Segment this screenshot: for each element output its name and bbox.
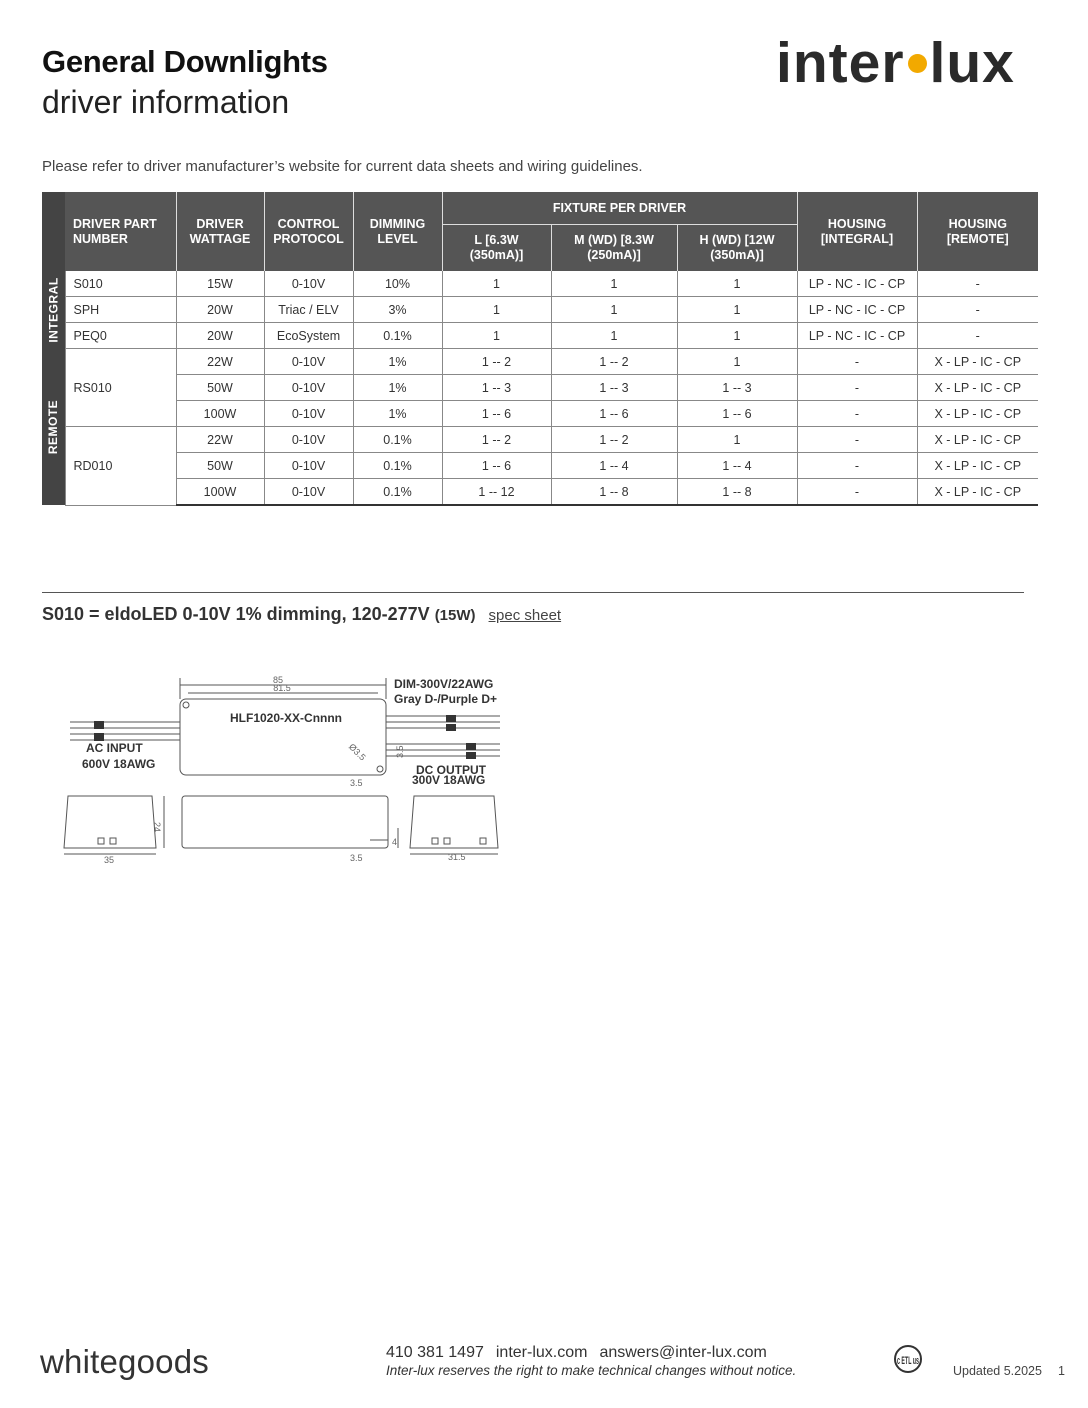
cell-l: 1 -- 12	[442, 479, 551, 506]
cell-dimming: 0.1%	[353, 453, 442, 479]
datasheet-note: Please refer to driver manufacturer’s website for current data sheets and wiring guidelines.	[42, 158, 643, 175]
section-divider	[42, 592, 1024, 593]
cell-h: 1	[677, 427, 797, 453]
dim-wire-colors: Gray D-/Purple D+	[394, 692, 498, 706]
col-header-fixture-group: FIXTURE PER DRIVER	[442, 192, 797, 225]
cell-housing-integral: -	[797, 453, 917, 479]
dc-wire-marker	[466, 743, 476, 750]
etl-listed-icon	[890, 1344, 930, 1374]
cell-m: 1 -- 6	[551, 401, 677, 427]
dim-bottom-mid: 3.5	[350, 853, 363, 863]
dim-text-85: 85	[272, 675, 284, 685]
cell-dimming: 10%	[353, 271, 442, 297]
spec-sheet-link[interactable]: spec sheet	[488, 607, 562, 624]
table-row	[42, 375, 1038, 401]
cell-housing-remote: -	[917, 323, 1038, 349]
table-row	[42, 349, 1038, 375]
logo-dot-icon	[908, 54, 927, 73]
cell-h: 1 -- 3	[677, 375, 797, 401]
driver-heading	[42, 604, 561, 625]
col-header-h: H (WD) [12W (350mA)]	[677, 225, 797, 272]
cell-h: 1	[677, 349, 797, 375]
cell-h: 1 -- 8	[677, 479, 797, 506]
table-row	[42, 401, 1038, 427]
cell-protocol: EcoSystem	[264, 323, 353, 349]
cell-l: 1 -- 6	[442, 453, 551, 479]
ac-wire-marker	[94, 721, 104, 729]
dim-bottom-right: 31.5	[448, 852, 466, 862]
dim-small-2: 3.5	[350, 778, 363, 788]
cell-m: 1 -- 2	[551, 427, 677, 453]
cell-l: 1 -- 3	[442, 375, 551, 401]
cell-h: 1	[677, 271, 797, 297]
ac-input-label: AC INPUT	[86, 741, 143, 755]
cell-housing-remote: X - LP - IC - CP	[917, 427, 1038, 453]
contact-info	[386, 1344, 767, 1362]
cell-wattage: 22W	[176, 427, 264, 453]
dc-output-rating: 300V 18AWG	[412, 773, 486, 787]
section-label-remote: REMOTE	[42, 349, 65, 506]
dim-width-left: 35	[104, 855, 115, 865]
driver-dimension-drawing	[60, 668, 530, 868]
cell-l: 1 -- 6	[442, 401, 551, 427]
dim-wire-marker	[446, 715, 456, 722]
cell-m: 1 -- 4	[551, 453, 677, 479]
cell-m: 1	[551, 323, 677, 349]
page-title: General Downlights	[42, 44, 328, 79]
dc-output-label: DC OUTPUT	[416, 763, 486, 777]
table-row	[42, 427, 1038, 453]
cell-housing-remote: X - LP - IC - CP	[917, 479, 1038, 506]
page-subtitle: driver information	[42, 84, 290, 120]
cell-housing-integral: -	[797, 479, 917, 506]
col-header-wattage: DRIVER WATTAGE	[176, 192, 264, 271]
table-row	[42, 297, 1038, 323]
cell-h: 1	[677, 297, 797, 323]
cell-protocol: 0-10V	[264, 349, 353, 375]
cell-housing-remote: -	[917, 297, 1038, 323]
page-number: 1	[1058, 1364, 1065, 1378]
cell-wattage: 22W	[176, 349, 264, 375]
driver-table	[42, 192, 1038, 506]
col-header-part-number: DRIVER PART NUMBER	[65, 192, 176, 271]
cell-l: 1 -- 2	[442, 427, 551, 453]
cell-housing-integral: LP - NC - IC - CP	[797, 297, 917, 323]
cell-housing-remote: X - LP - IC - CP	[917, 453, 1038, 479]
mount-hole-left	[183, 702, 189, 708]
cell-m: 1	[551, 297, 677, 323]
section-label-integral: INTEGRAL	[42, 271, 65, 349]
cell-part: RD010	[65, 427, 176, 506]
dim-wire-label: DIM-300V/22AWG	[394, 677, 494, 691]
cell-housing-integral: LP - NC - IC - CP	[797, 323, 917, 349]
whitegoods-logo: whitegoods	[40, 1343, 209, 1380]
cell-housing-remote: X - LP - IC - CP	[917, 401, 1038, 427]
col-header-dimming: DIMMING LEVEL	[353, 192, 442, 271]
cell-wattage: 50W	[176, 453, 264, 479]
cell-wattage: 100W	[176, 479, 264, 506]
cell-part: RS010	[65, 349, 176, 427]
cell-protocol: 0-10V	[264, 401, 353, 427]
cell-protocol: 0-10V	[264, 453, 353, 479]
cell-dimming: 3%	[353, 297, 442, 323]
mount-hole-right	[377, 766, 383, 772]
cell-protocol: 0-10V	[264, 479, 353, 506]
cell-part: PEQ0	[65, 323, 176, 349]
table-row	[42, 479, 1038, 506]
website-link[interactable]: inter-lux.com	[495, 1344, 588, 1361]
cell-wattage: 20W	[176, 323, 264, 349]
cell-housing-integral: -	[797, 375, 917, 401]
phone-number: 410 381 1497	[386, 1344, 484, 1361]
cell-housing-integral: -	[797, 427, 917, 453]
driver-side-right	[410, 796, 498, 848]
cell-housing-integral: LP - NC - IC - CP	[797, 271, 917, 297]
logo-right-text: lux	[929, 31, 1015, 95]
cell-housing-integral: -	[797, 401, 917, 427]
cell-dimming: 1%	[353, 401, 442, 427]
cell-m: 1 -- 8	[551, 479, 677, 506]
cell-protocol: 0-10V	[264, 271, 353, 297]
disclaimer: Inter-lux reserves the right to make technical changes without notice.	[386, 1363, 797, 1378]
cell-part: SPH	[65, 297, 176, 323]
col-header-l: L [6.3W (350mA)]	[442, 225, 551, 272]
dim-text-815: 81.5	[273, 683, 291, 693]
cell-m: 1 -- 3	[551, 375, 677, 401]
cell-wattage: 20W	[176, 297, 264, 323]
cell-wattage: 100W	[176, 401, 264, 427]
cell-dimming: 1%	[353, 375, 442, 401]
cell-dimming: 1%	[353, 349, 442, 375]
cell-l: 1	[442, 323, 551, 349]
cell-h: 1 -- 6	[677, 401, 797, 427]
header-corner	[42, 192, 65, 271]
cell-dimming: 0.1%	[353, 427, 442, 453]
updated-date: Updated 5.2025	[953, 1364, 1042, 1378]
dim-small-1: 3.5	[395, 745, 405, 758]
cell-housing-remote: X - LP - IC - CP	[917, 375, 1038, 401]
cell-h: 1	[677, 323, 797, 349]
model-label: HLF1020-XX-Cnnnn	[230, 711, 343, 725]
col-header-protocol: CONTROL PROTOCOL	[264, 192, 353, 271]
cell-housing-remote: -	[917, 271, 1038, 297]
cell-housing-integral: -	[797, 349, 917, 375]
driver-front-view	[182, 796, 388, 848]
table-row	[42, 323, 1038, 349]
dim-4: 4	[392, 837, 398, 847]
email-link[interactable]: answers@inter-lux.com	[599, 1344, 767, 1361]
cell-l: 1	[442, 271, 551, 297]
ac-input-rating: 600V 18AWG	[82, 757, 156, 771]
interlux-logo	[776, 30, 1015, 96]
cell-part: S010	[65, 271, 176, 297]
driver-heading-text: S010 = eldoLED 0-10V 1% dimming, 120-277V	[42, 604, 430, 624]
svg-text:c ETL us: c ETL us	[897, 1355, 919, 1367]
cell-housing-remote: X - LP - IC - CP	[917, 349, 1038, 375]
cell-protocol: 0-10V	[264, 375, 353, 401]
cell-l: 1 -- 2	[442, 349, 551, 375]
cell-m: 1 -- 2	[551, 349, 677, 375]
table-row	[42, 271, 1038, 297]
col-header-housing-integral: HOUSING [INTEGRAL]	[797, 192, 917, 271]
logo-left-text: inter	[776, 31, 905, 95]
dim-phi: Ø3.5	[346, 741, 368, 763]
cell-wattage: 50W	[176, 375, 264, 401]
cell-protocol: 0-10V	[264, 427, 353, 453]
col-header-m: M (WD) [8.3W (250mA)]	[551, 225, 677, 272]
cell-l: 1	[442, 297, 551, 323]
cell-m: 1	[551, 271, 677, 297]
driver-wattage: (15W)	[434, 607, 476, 624]
table-row	[42, 453, 1038, 479]
cell-dimming: 0.1%	[353, 479, 442, 506]
cell-protocol: Triac / ELV	[264, 297, 353, 323]
cell-h: 1 -- 4	[677, 453, 797, 479]
cell-wattage: 15W	[176, 271, 264, 297]
dim-height: 24	[152, 822, 162, 833]
col-header-housing-remote: HOUSING [REMOTE]	[917, 192, 1038, 271]
cell-dimming: 0.1%	[353, 323, 442, 349]
